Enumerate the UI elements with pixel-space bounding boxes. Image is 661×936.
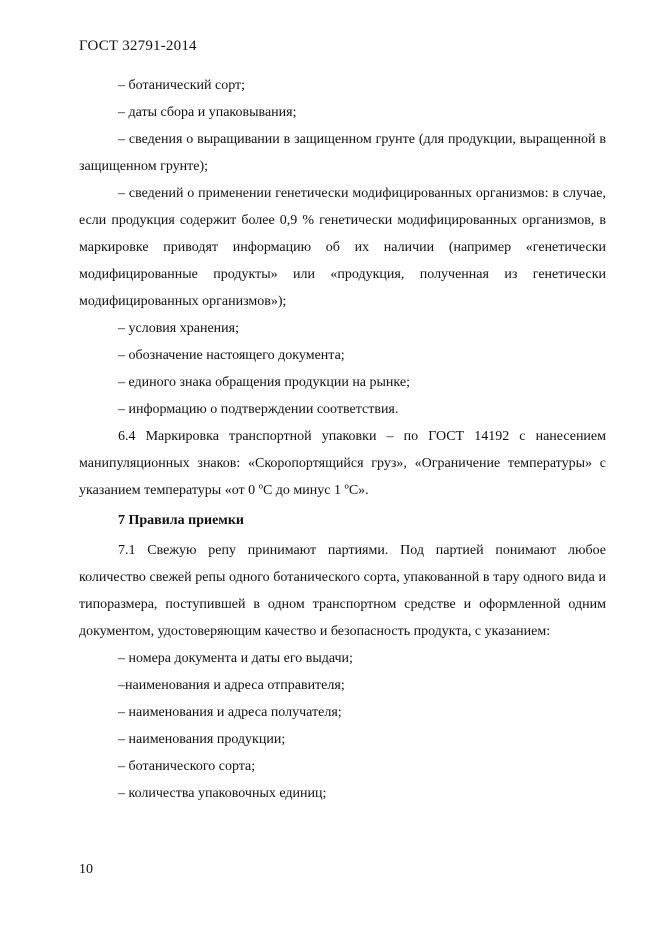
list-item-gmo-info: – сведений о применении генетически модифицированных организмов: в случае, если продукция содержит более 0,9 % генетически модифицированных организмов, в маркировке приводят информацию об их наличии (например «генетически модифицированные продукты» или «продукция, полученная из генетически модифицированных организмов»); <box>79 186 606 309</box>
list-item-sender: –наименования и адреса отправителя; <box>118 678 345 693</box>
list-item-market-mark: – единого знака обращения продукции на рынке; <box>118 375 410 390</box>
list-item-package-count: – количества упаковочных единиц; <box>118 786 327 801</box>
list-item-conformity-info: – информацию о подтверждении соответствия. <box>118 402 399 417</box>
list-item-document-designation: – обозначение настоящего документа; <box>118 348 345 363</box>
list-item-greenhouse-info: – сведения о выращивании в защищенном грунте (для продукции, выращенной в защищенном грунте); <box>79 132 606 174</box>
document-header: ГОСТ 32791-2014 <box>79 38 197 54</box>
list-item-storage-conditions: – условия хранения; <box>118 321 239 336</box>
list-item-product-name: – наименования продукции; <box>118 732 286 747</box>
list-item-document-number: – номера документа и даты его выдачи; <box>118 651 353 666</box>
section-heading-7: 7 Правила приемки <box>118 513 244 528</box>
list-item-recipient: – наименования и адреса получателя; <box>118 705 342 720</box>
list-item-variety: – ботанического сорта; <box>118 759 256 774</box>
paragraph-7-1: 7.1 Свежую репу принимают партиями. Под партией понимают любое количество свежей репы одного ботанического сорта, упакованной в тару одного вида и типоразмера, поступившей в одном транспортном средстве и оформленной одним документом, удостоверяющим качество и безопасность продукта, с указанием: <box>79 543 606 639</box>
paragraph-6-4: 6.4 Маркировка транспортной упаковки – по ГОСТ 14192 с нанесением манипуляционных знаков: «Скоропортящийся груз», «Ограничение температуры» с указанием температуры «от 0 ºС до минус 1 ºС». <box>79 429 606 498</box>
list-item-harvest-dates: – даты сбора и упаковывания; <box>118 105 297 120</box>
page-number: 10 <box>79 862 93 877</box>
list-item-botanical-variety: – ботанический сорт; <box>118 78 246 93</box>
document-body <box>79 72 606 807</box>
